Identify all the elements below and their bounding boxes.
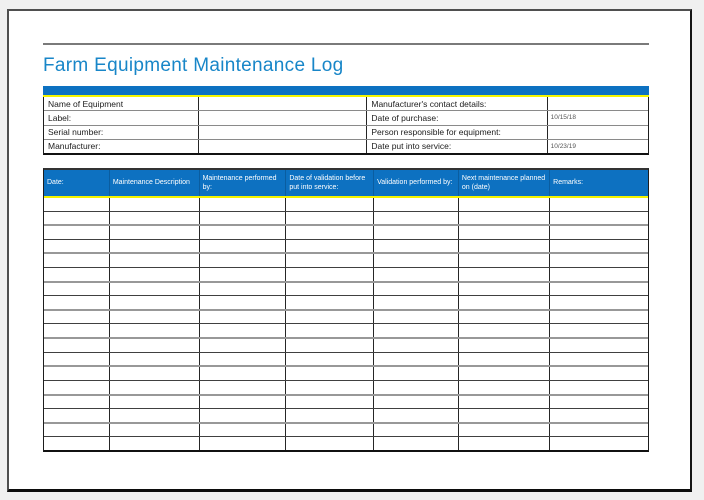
log-cell[interactable]: [110, 367, 200, 380]
top-rule-divider: [43, 43, 649, 45]
info-label-cell: Person responsible for equipment:: [367, 126, 547, 139]
log-row: [44, 353, 648, 368]
log-cell[interactable]: [374, 268, 459, 281]
log-cell[interactable]: [286, 283, 374, 296]
log-cell[interactable]: [110, 198, 200, 211]
log-cell[interactable]: [110, 437, 200, 450]
log-cell[interactable]: [286, 396, 374, 409]
log-cell[interactable]: [550, 226, 648, 239]
maintenance-log-table: [43, 168, 649, 452]
log-cell[interactable]: [200, 283, 287, 296]
log-row: [44, 424, 648, 438]
log-row: [44, 324, 648, 339]
log-cell[interactable]: [459, 296, 550, 309]
log-row: [44, 381, 648, 396]
log-cell[interactable]: [200, 212, 287, 225]
log-row: [44, 240, 648, 255]
info-value-cell[interactable]: [199, 140, 367, 153]
log-header-cell: Date:: [44, 170, 110, 196]
log-cell[interactable]: [459, 311, 550, 324]
log-cell[interactable]: [286, 226, 374, 239]
log-cell[interactable]: [459, 212, 550, 225]
log-header-cell: Date of validation before put into service:: [286, 170, 374, 196]
page-title: Farm Equipment Maintenance Log: [43, 55, 344, 76]
log-row: [44, 296, 648, 311]
log-cell[interactable]: [286, 353, 374, 366]
log-cell[interactable]: [286, 324, 374, 337]
log-cell[interactable]: [200, 324, 287, 337]
log-cell[interactable]: [374, 396, 459, 409]
log-cell[interactable]: [374, 240, 459, 253]
log-cell[interactable]: [110, 353, 200, 366]
log-cell[interactable]: [110, 339, 200, 352]
log-cell[interactable]: [286, 339, 374, 352]
log-cell[interactable]: [200, 424, 287, 437]
log-cell[interactable]: [550, 396, 648, 409]
log-cell[interactable]: [200, 437, 287, 450]
log-cell[interactable]: [286, 424, 374, 437]
log-cell[interactable]: [44, 396, 110, 409]
info-label-cell: Serial number:: [44, 126, 199, 139]
log-row: [44, 254, 648, 268]
log-cell[interactable]: [200, 339, 287, 352]
log-cell[interactable]: [374, 367, 459, 380]
log-cell[interactable]: [200, 396, 287, 409]
log-cell[interactable]: [374, 381, 459, 394]
log-cell[interactable]: [110, 324, 200, 337]
log-cell[interactable]: [550, 198, 648, 211]
accent-bar-blue: [43, 86, 649, 95]
log-cell[interactable]: [550, 254, 648, 267]
log-cell[interactable]: [110, 254, 200, 267]
equipment-info-table: [43, 97, 649, 155]
log-cell[interactable]: [374, 409, 459, 422]
info-row: [44, 97, 648, 111]
log-cell[interactable]: [374, 324, 459, 337]
log-cell[interactable]: [550, 437, 648, 450]
log-cell[interactable]: [374, 437, 459, 450]
log-cell[interactable]: [200, 367, 287, 380]
log-cell[interactable]: [550, 409, 648, 422]
log-cell[interactable]: [110, 226, 200, 239]
log-cell[interactable]: [44, 409, 110, 422]
log-cell[interactable]: [44, 296, 110, 309]
log-cell[interactable]: [44, 283, 110, 296]
log-row: [44, 311, 648, 325]
document-page: [7, 9, 692, 492]
info-value-cell[interactable]: [199, 97, 367, 110]
log-cell[interactable]: [44, 198, 110, 211]
log-cell[interactable]: [200, 381, 287, 394]
log-cell[interactable]: [459, 396, 550, 409]
log-cell[interactable]: [374, 212, 459, 225]
log-cell[interactable]: [44, 212, 110, 225]
log-cell[interactable]: [550, 424, 648, 437]
info-value-cell[interactable]: 10/15/18: [550, 114, 576, 122]
info-label-cell: Date of purchase:: [367, 111, 547, 124]
log-row: [44, 437, 648, 450]
log-cell[interactable]: [374, 339, 459, 352]
info-value-cell[interactable]: [548, 97, 648, 110]
log-row: [44, 226, 648, 240]
log-cell[interactable]: [110, 409, 200, 422]
log-cell[interactable]: [286, 212, 374, 225]
log-cell[interactable]: [286, 367, 374, 380]
log-cell[interactable]: [550, 339, 648, 352]
log-cell[interactable]: [286, 198, 374, 211]
log-cell[interactable]: [374, 198, 459, 211]
log-cell[interactable]: [550, 367, 648, 380]
log-header-cell: Next maintenance planned on (date): [459, 170, 550, 196]
info-row: [44, 111, 648, 125]
log-cell[interactable]: [44, 311, 110, 324]
log-cell[interactable]: [374, 226, 459, 239]
log-cell[interactable]: [110, 240, 200, 253]
log-cell[interactable]: [200, 254, 287, 267]
log-cell[interactable]: [459, 437, 550, 450]
log-cell[interactable]: [44, 226, 110, 239]
log-cell[interactable]: [550, 212, 648, 225]
log-row: [44, 409, 648, 424]
log-header-cell: Remarks:: [553, 179, 584, 187]
log-header-cell: Maintenance performed by:: [200, 170, 287, 196]
info-value-cell[interactable]: [548, 126, 648, 139]
log-cell[interactable]: [374, 311, 459, 324]
log-cell[interactable]: [44, 437, 110, 450]
log-cell[interactable]: [44, 254, 110, 267]
log-cell[interactable]: [110, 268, 200, 281]
log-cell[interactable]: [200, 409, 287, 422]
info-row: [44, 140, 648, 153]
log-cell[interactable]: [110, 296, 200, 309]
log-cell[interactable]: [459, 367, 550, 380]
log-cell[interactable]: [286, 381, 374, 394]
info-label-cell: Date put into service:: [367, 140, 547, 153]
log-cell[interactable]: [550, 268, 648, 281]
log-cell[interactable]: [110, 311, 200, 324]
log-cell[interactable]: [110, 381, 200, 394]
log-cell[interactable]: [200, 353, 287, 366]
info-label-cell: Name of Equipment: [44, 97, 199, 110]
info-value-cell[interactable]: [199, 111, 367, 124]
log-cell[interactable]: [44, 339, 110, 352]
log-cell[interactable]: [459, 268, 550, 281]
log-cell[interactable]: [286, 268, 374, 281]
log-cell[interactable]: [286, 409, 374, 422]
log-cell[interactable]: [459, 198, 550, 211]
log-cell[interactable]: [459, 324, 550, 337]
log-cell[interactable]: [550, 381, 648, 394]
log-cell[interactable]: [550, 283, 648, 296]
log-cell[interactable]: [286, 254, 374, 267]
log-cell[interactable]: [550, 296, 648, 309]
log-table-body: [44, 198, 648, 450]
log-cell[interactable]: [459, 409, 550, 422]
log-header-cell: Maintenance Description: [110, 170, 200, 196]
log-row: [44, 212, 648, 227]
log-header-cell: Validation performed by:: [374, 170, 459, 196]
log-header-row: [44, 170, 648, 196]
log-cell[interactable]: [200, 240, 287, 253]
log-cell[interactable]: [110, 283, 200, 296]
log-cell[interactable]: [110, 212, 200, 225]
log-cell[interactable]: [110, 424, 200, 437]
info-value-cell[interactable]: [199, 126, 367, 139]
log-cell[interactable]: [200, 296, 287, 309]
log-cell[interactable]: [550, 311, 648, 324]
log-cell[interactable]: [286, 437, 374, 450]
log-cell[interactable]: [200, 226, 287, 239]
log-cell[interactable]: [459, 240, 550, 253]
log-row: [44, 198, 648, 212]
log-cell[interactable]: [374, 353, 459, 366]
log-cell[interactable]: [286, 296, 374, 309]
log-cell[interactable]: [44, 353, 110, 366]
info-label-cell: Label:: [44, 111, 199, 124]
log-cell[interactable]: [200, 268, 287, 281]
log-cell[interactable]: [459, 353, 550, 366]
log-cell[interactable]: [374, 296, 459, 309]
log-cell[interactable]: [110, 396, 200, 409]
log-cell[interactable]: [374, 254, 459, 267]
info-label-cell: Manufacturer's contact details:: [367, 97, 547, 110]
log-cell[interactable]: [44, 424, 110, 437]
info-value-cell[interactable]: 10/23/19: [550, 142, 576, 150]
log-cell[interactable]: [44, 381, 110, 394]
log-cell[interactable]: [459, 283, 550, 296]
log-cell[interactable]: [374, 424, 459, 437]
log-cell[interactable]: [550, 324, 648, 337]
log-cell[interactable]: [286, 311, 374, 324]
log-cell[interactable]: [550, 240, 648, 253]
log-cell[interactable]: [200, 198, 287, 211]
info-label-cell: Manufacturer:: [44, 140, 199, 153]
log-cell[interactable]: [200, 311, 287, 324]
log-cell[interactable]: [459, 424, 550, 437]
log-row: [44, 396, 648, 410]
log-row: [44, 268, 648, 283]
log-cell[interactable]: [459, 226, 550, 239]
title-accent-bar: [43, 86, 649, 97]
log-cell[interactable]: [44, 367, 110, 380]
log-row: [44, 283, 648, 297]
log-cell[interactable]: [459, 381, 550, 394]
log-row: [44, 367, 648, 381]
log-row: [44, 339, 648, 353]
log-cell[interactable]: [44, 324, 110, 337]
log-cell[interactable]: [374, 283, 459, 296]
log-cell[interactable]: [459, 339, 550, 352]
log-cell[interactable]: [44, 240, 110, 253]
log-cell[interactable]: [44, 268, 110, 281]
log-cell[interactable]: [550, 353, 648, 366]
log-cell[interactable]: [459, 254, 550, 267]
info-row: [44, 126, 648, 140]
log-cell[interactable]: [286, 240, 374, 253]
